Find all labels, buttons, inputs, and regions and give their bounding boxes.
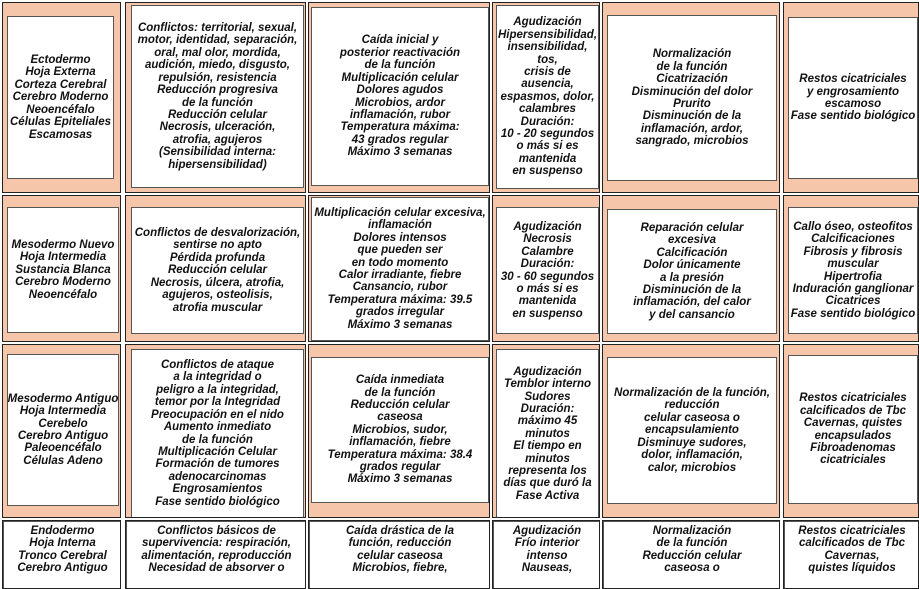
cell-line: Preocupación en el nido bbox=[151, 408, 284, 421]
cell-line: Necrosis bbox=[523, 233, 572, 246]
cell-line: mantenida bbox=[518, 295, 577, 308]
cell-line: repulsión, resistencia bbox=[158, 71, 277, 84]
cell-line: Caída drástica de la bbox=[345, 525, 455, 537]
cell-line: oral, mal olor, mordida, bbox=[154, 46, 281, 59]
cell-line: o más si es bbox=[516, 140, 579, 153]
cell-line: Hoja Interna bbox=[29, 537, 96, 550]
cell-line: tos, bbox=[537, 53, 558, 66]
cell-content bbox=[126, 521, 306, 589]
cell-line: Cerebro Antiguo bbox=[17, 562, 108, 575]
cell-content bbox=[607, 15, 777, 181]
cell-line: intenso bbox=[526, 549, 568, 562]
cell-line: de la función bbox=[364, 59, 436, 72]
cell-line: función, reducción bbox=[348, 537, 452, 550]
cell-content bbox=[496, 5, 599, 189]
cell-line: Calambre bbox=[521, 245, 574, 258]
cell-line: Paleoencéfalo bbox=[24, 442, 102, 455]
cell-line: Mesodermo Antiguo bbox=[7, 392, 119, 405]
table-cell-epileptoid-crisis bbox=[492, 195, 600, 342]
cell-line: Conflictos de desvalorización, bbox=[134, 227, 301, 240]
cell-line: audición, miedo, disgusto, bbox=[144, 59, 291, 72]
cell-line: inflamación, ardor, bbox=[640, 122, 744, 135]
cell-line: a la presión bbox=[660, 271, 724, 284]
cell-content bbox=[311, 7, 489, 186]
table-cell-germ-layer bbox=[2, 520, 121, 589]
cell-line: calambres bbox=[519, 103, 576, 116]
table-cell-healing-phase-pcl-a bbox=[308, 2, 490, 193]
cell-line: Microbios, sudor, bbox=[352, 423, 448, 436]
cell-line: inflamación, del calor bbox=[633, 296, 751, 309]
cell-line: celular caseosa bbox=[357, 549, 443, 562]
cell-line: cicatriciales bbox=[820, 454, 886, 467]
cell-line: Disminución del dolor bbox=[631, 85, 753, 98]
cell-line: 10 - 20 segundos bbox=[500, 128, 595, 141]
cell-line: Máximo 3 semanas bbox=[347, 473, 453, 486]
cell-content bbox=[7, 207, 119, 333]
cell-line: Escamosas bbox=[28, 128, 93, 141]
cell-line: reducción bbox=[664, 399, 720, 412]
cell-line: Ectodermo bbox=[30, 54, 91, 67]
cell-line: Normalización bbox=[652, 525, 732, 537]
cell-line: de la función bbox=[364, 386, 436, 399]
cell-line: Células Adeno bbox=[23, 454, 103, 467]
cell-line: insensibilidad, bbox=[507, 41, 588, 54]
table-cell-germ-layer bbox=[2, 195, 121, 342]
cell-line: Cerebro Antiguo bbox=[17, 430, 109, 442]
cell-line: Cicatrización bbox=[656, 73, 728, 86]
cell-line: Formación de tumores bbox=[155, 458, 280, 471]
cell-line: Restos cicatriciales bbox=[798, 525, 906, 537]
cell-line: Necesidad de absorver o bbox=[148, 562, 285, 575]
cell-line: Calor irradiante, fiebre bbox=[338, 269, 462, 281]
cell-line: y engrosamiento bbox=[806, 85, 900, 98]
cell-line: Neoencéfalo bbox=[28, 288, 98, 301]
cell-line: Microbios, fiebre, bbox=[352, 562, 448, 575]
cell-line: Reducción celular bbox=[167, 108, 268, 121]
table-cell-biological-result bbox=[783, 195, 919, 342]
cell-line: Necrosis, ulceración, bbox=[159, 121, 276, 134]
cell-line: Caída inicial y bbox=[361, 34, 439, 47]
cell-content bbox=[131, 207, 304, 334]
cell-line: Necrosis, úlcera, atrofia, bbox=[150, 276, 285, 289]
cell-line: agujeros, osteolisis, bbox=[162, 289, 273, 302]
table-cell-epileptoid-crisis bbox=[492, 344, 600, 518]
cell-line: Cerebro Moderno bbox=[12, 91, 109, 104]
cell-content bbox=[788, 17, 918, 179]
cell-line: Pérdida profunda bbox=[169, 251, 266, 264]
cell-line: inflamación bbox=[368, 219, 432, 232]
cell-line: Tronco Cerebral bbox=[18, 549, 107, 562]
cell-line: alimentación, reproducción bbox=[141, 549, 292, 562]
cell-line: mantenida bbox=[518, 152, 577, 165]
cell-line: a la integridad o bbox=[173, 371, 262, 384]
table-cell-healing-phase-pcl-b bbox=[602, 344, 780, 518]
cell-line: Reducción celular bbox=[642, 549, 742, 562]
cell-line: Nauseas, bbox=[521, 562, 573, 575]
cell-line: Multiplicación celular excesiva, bbox=[314, 206, 486, 219]
cell-line: Normalización bbox=[652, 48, 732, 61]
cell-line: Conflictos de ataque bbox=[160, 359, 275, 372]
table-cell-biological-result bbox=[783, 520, 919, 589]
table-cell-biological-result bbox=[783, 2, 919, 193]
cell-line: Fibrosis y fibrosis bbox=[803, 245, 903, 258]
cell-line: calcificados de Tbc bbox=[799, 404, 907, 417]
cell-line: Disminución de la bbox=[642, 283, 742, 296]
cell-line: Agudización bbox=[512, 525, 582, 537]
cell-line: Prurito bbox=[673, 98, 711, 110]
table-cell-healing-phase-pcl-a bbox=[308, 195, 490, 342]
cell-line: Células Epiteliales bbox=[10, 116, 111, 129]
cell-line: muscular bbox=[827, 258, 879, 271]
cell-line: Cavernas, quistes bbox=[803, 417, 903, 430]
cell-content bbox=[309, 521, 490, 589]
cell-line: adenocarcinomas bbox=[168, 470, 267, 483]
cell-content bbox=[784, 521, 919, 589]
cell-line: Dolores agudos bbox=[356, 84, 444, 97]
cell-line: Corteza Cerebral bbox=[14, 78, 107, 91]
cell-content bbox=[493, 521, 600, 589]
cell-line: Máximo 3 semanas bbox=[347, 318, 453, 331]
cell-content bbox=[311, 357, 489, 503]
cell-content bbox=[603, 521, 780, 589]
cell-content bbox=[311, 197, 489, 341]
cell-line: Aumento inmediato bbox=[163, 421, 272, 434]
cell-line: y del cansancio bbox=[649, 308, 735, 321]
cell-line: Conflictos: territorial, sexual, bbox=[137, 22, 298, 35]
cell-line: Hoja Externa bbox=[25, 66, 96, 79]
cell-line: grados irregular bbox=[355, 306, 445, 319]
cell-line: Reducción progresiva bbox=[157, 84, 278, 97]
cell-line: en suspenso bbox=[512, 165, 583, 178]
cell-line: hipersensibilidad) bbox=[168, 158, 267, 171]
cell-line: Caída inmediata bbox=[355, 374, 445, 387]
cell-line: de la función bbox=[656, 537, 728, 550]
cell-line: sentirse no apto bbox=[173, 239, 262, 252]
cell-content bbox=[607, 357, 777, 504]
cell-line: inflamación, rubor bbox=[349, 108, 451, 121]
cell-line: de la función bbox=[182, 96, 253, 109]
cell-line: 43 grados regular bbox=[351, 133, 449, 146]
cell-line: en todo momento bbox=[351, 256, 449, 269]
table-cell-healing-phase-pcl-a bbox=[308, 344, 490, 518]
cell-line: Callo óseo, osteofitos bbox=[793, 220, 913, 233]
cell-line: Dolor únicamente bbox=[643, 259, 741, 272]
cell-line: minutos bbox=[525, 452, 570, 465]
cell-line: espasmos, dolor, bbox=[500, 90, 595, 103]
cell-line: Cerebelo bbox=[38, 417, 88, 430]
cell-line: Mesodermo Nuevo bbox=[11, 238, 115, 251]
cell-line: temor por la Integridad bbox=[154, 396, 281, 409]
cell-line: crisis de bbox=[524, 65, 571, 78]
cell-content bbox=[788, 207, 918, 334]
cell-line: encapsulamiento bbox=[645, 424, 739, 437]
cell-line: supervivencia: respiración, bbox=[142, 537, 291, 550]
cell-line: dolor, inflamación, bbox=[641, 449, 743, 462]
cell-line: Endodermo bbox=[30, 525, 95, 537]
table-cell-healing-phase-pcl-a bbox=[308, 520, 490, 589]
cell-line: Duración: bbox=[520, 402, 575, 415]
cell-line: calcificados de Tbc bbox=[798, 537, 906, 550]
cell-line: Hipersensibilidad, bbox=[497, 28, 598, 41]
cell-line: Engrosamientos bbox=[172, 483, 263, 496]
cell-content bbox=[496, 207, 599, 334]
cell-line: minutos bbox=[525, 427, 570, 440]
cell-line: celular caseosa o bbox=[644, 411, 740, 424]
cell-line: atrofia muscular bbox=[172, 301, 263, 314]
cell-line: Reducción celular bbox=[350, 398, 450, 411]
cell-content bbox=[131, 349, 304, 518]
cell-line: Frío interior bbox=[514, 537, 580, 550]
cell-line: (Sensibilidad interna: bbox=[159, 146, 276, 159]
cell-line: Microbios, ardor bbox=[354, 96, 446, 109]
cell-line: encapsulados bbox=[814, 429, 892, 442]
cell-line: Reducción celular bbox=[167, 264, 268, 277]
cell-line: Cerebro Moderno bbox=[15, 276, 111, 289]
cell-line: Duración: bbox=[520, 258, 575, 271]
table-cell-germ-layer bbox=[2, 2, 121, 193]
cell-line: calor, microbios bbox=[647, 461, 737, 474]
cell-line: de la función bbox=[182, 433, 253, 446]
cell-line: días que duró la bbox=[503, 477, 592, 490]
cell-line: Normalización de la función, bbox=[614, 387, 770, 400]
cell-content bbox=[131, 5, 304, 188]
table-cell-conflict-phase bbox=[125, 195, 306, 342]
cell-line: Temblor interno bbox=[503, 378, 592, 391]
cell-line: grados regular bbox=[359, 461, 441, 474]
cell-content bbox=[607, 209, 777, 334]
cell-line: Multiplicación celular bbox=[341, 71, 459, 84]
table-cell-healing-phase-pcl-b bbox=[602, 195, 780, 342]
cell-line: de la función bbox=[656, 60, 728, 73]
cell-content bbox=[496, 349, 599, 518]
cell-line: Restos cicatriciales bbox=[799, 392, 907, 405]
cell-line: Multiplicación Celular bbox=[158, 445, 277, 458]
table-cell-biological-result bbox=[783, 344, 919, 518]
cell-line: o más si es bbox=[516, 282, 579, 295]
cell-line: quistes líquidos bbox=[808, 562, 896, 575]
cell-line: inflamación, fiebre bbox=[349, 436, 451, 449]
cell-content bbox=[7, 354, 119, 506]
cell-line: escamoso bbox=[824, 98, 882, 110]
cell-line: Temperatura máxima: 38.4 bbox=[327, 448, 473, 461]
cell-content bbox=[788, 355, 918, 504]
cell-line: atrofia, agujeros bbox=[172, 133, 263, 146]
cell-line: Induración ganglionar bbox=[792, 282, 914, 295]
cell-line: Fase sentido biológico bbox=[790, 307, 916, 320]
cell-line: motor, identidad, separación, bbox=[137, 34, 298, 47]
cell-line: que pueden ser bbox=[357, 244, 443, 257]
cell-line: Duración: bbox=[520, 115, 575, 128]
cell-line: Conflictos básicos de bbox=[157, 525, 276, 537]
cell-line: Neoencéfalo bbox=[26, 103, 95, 116]
cell-line: Cansancio, rubor bbox=[352, 281, 448, 294]
table-cell-conflict-phase bbox=[125, 344, 306, 518]
cell-line: Máximo 3 semanas bbox=[347, 146, 453, 159]
table-cell-epileptoid-crisis bbox=[492, 520, 600, 589]
cell-line: Hoja Intermedia bbox=[19, 251, 107, 264]
cell-line: excesiva bbox=[668, 234, 716, 247]
cell-line: El tiempo en bbox=[513, 440, 582, 453]
cell-line: ausencia, bbox=[521, 78, 574, 91]
cell-line: Dolores intensos bbox=[353, 231, 447, 244]
cell-line: Fase sentido biológico bbox=[155, 495, 280, 508]
cell-line: Calcificación bbox=[656, 246, 728, 259]
cell-line: en suspenso bbox=[512, 307, 583, 320]
cell-line: sangrado, microbios bbox=[635, 135, 749, 148]
cell-line: Fase Activa bbox=[515, 489, 580, 502]
table-cell-germ-layer bbox=[2, 344, 121, 518]
cell-line: caseosa o bbox=[664, 562, 720, 575]
table-cell-conflict-phase bbox=[125, 2, 306, 193]
table-cell-healing-phase-pcl-b bbox=[602, 520, 780, 589]
cell-line: Disminución de la bbox=[642, 110, 742, 123]
cell-line: máximo 45 bbox=[517, 415, 578, 428]
table-cell-healing-phase-pcl-b bbox=[602, 2, 780, 193]
cell-line: Temperatura máxima: 39.5 bbox=[327, 293, 473, 306]
cell-content bbox=[7, 16, 114, 179]
cell-line: Sustancia Blanca bbox=[15, 263, 111, 276]
cell-line: Cicatrices bbox=[825, 295, 881, 308]
cell-line: Agudización bbox=[513, 365, 582, 378]
cell-line: Calcificaciones bbox=[811, 233, 895, 246]
cell-line: Agudización bbox=[513, 16, 582, 29]
cell-line: Sudores bbox=[524, 390, 571, 403]
cell-line: caseosa bbox=[377, 411, 423, 424]
cell-line: Cavernas, bbox=[824, 549, 880, 562]
cell-line: peligro a la integridad, bbox=[156, 383, 279, 396]
cell-line: representa los bbox=[508, 465, 587, 478]
cell-line: posterior reactivación bbox=[339, 46, 461, 59]
cell-line: Restos cicatriciales bbox=[799, 73, 907, 86]
cell-line: Disminuye sudores, bbox=[637, 436, 747, 449]
cell-line: Fibroadenomas bbox=[810, 441, 896, 454]
cell-line: 30 - 60 segundos bbox=[500, 270, 595, 283]
table-cell-epileptoid-crisis bbox=[492, 2, 600, 193]
table-cell-conflict-phase bbox=[125, 520, 306, 589]
cell-content bbox=[3, 521, 121, 589]
cell-line: Temperatura máxima: bbox=[340, 121, 460, 134]
cell-line: Agudización bbox=[513, 220, 582, 233]
cell-line: Hoja Intermedia bbox=[19, 405, 107, 418]
cell-line: Fase sentido biológico bbox=[790, 110, 916, 123]
cell-line: Hipertrofia bbox=[823, 270, 883, 283]
cell-line: Reparación celular bbox=[640, 221, 744, 234]
